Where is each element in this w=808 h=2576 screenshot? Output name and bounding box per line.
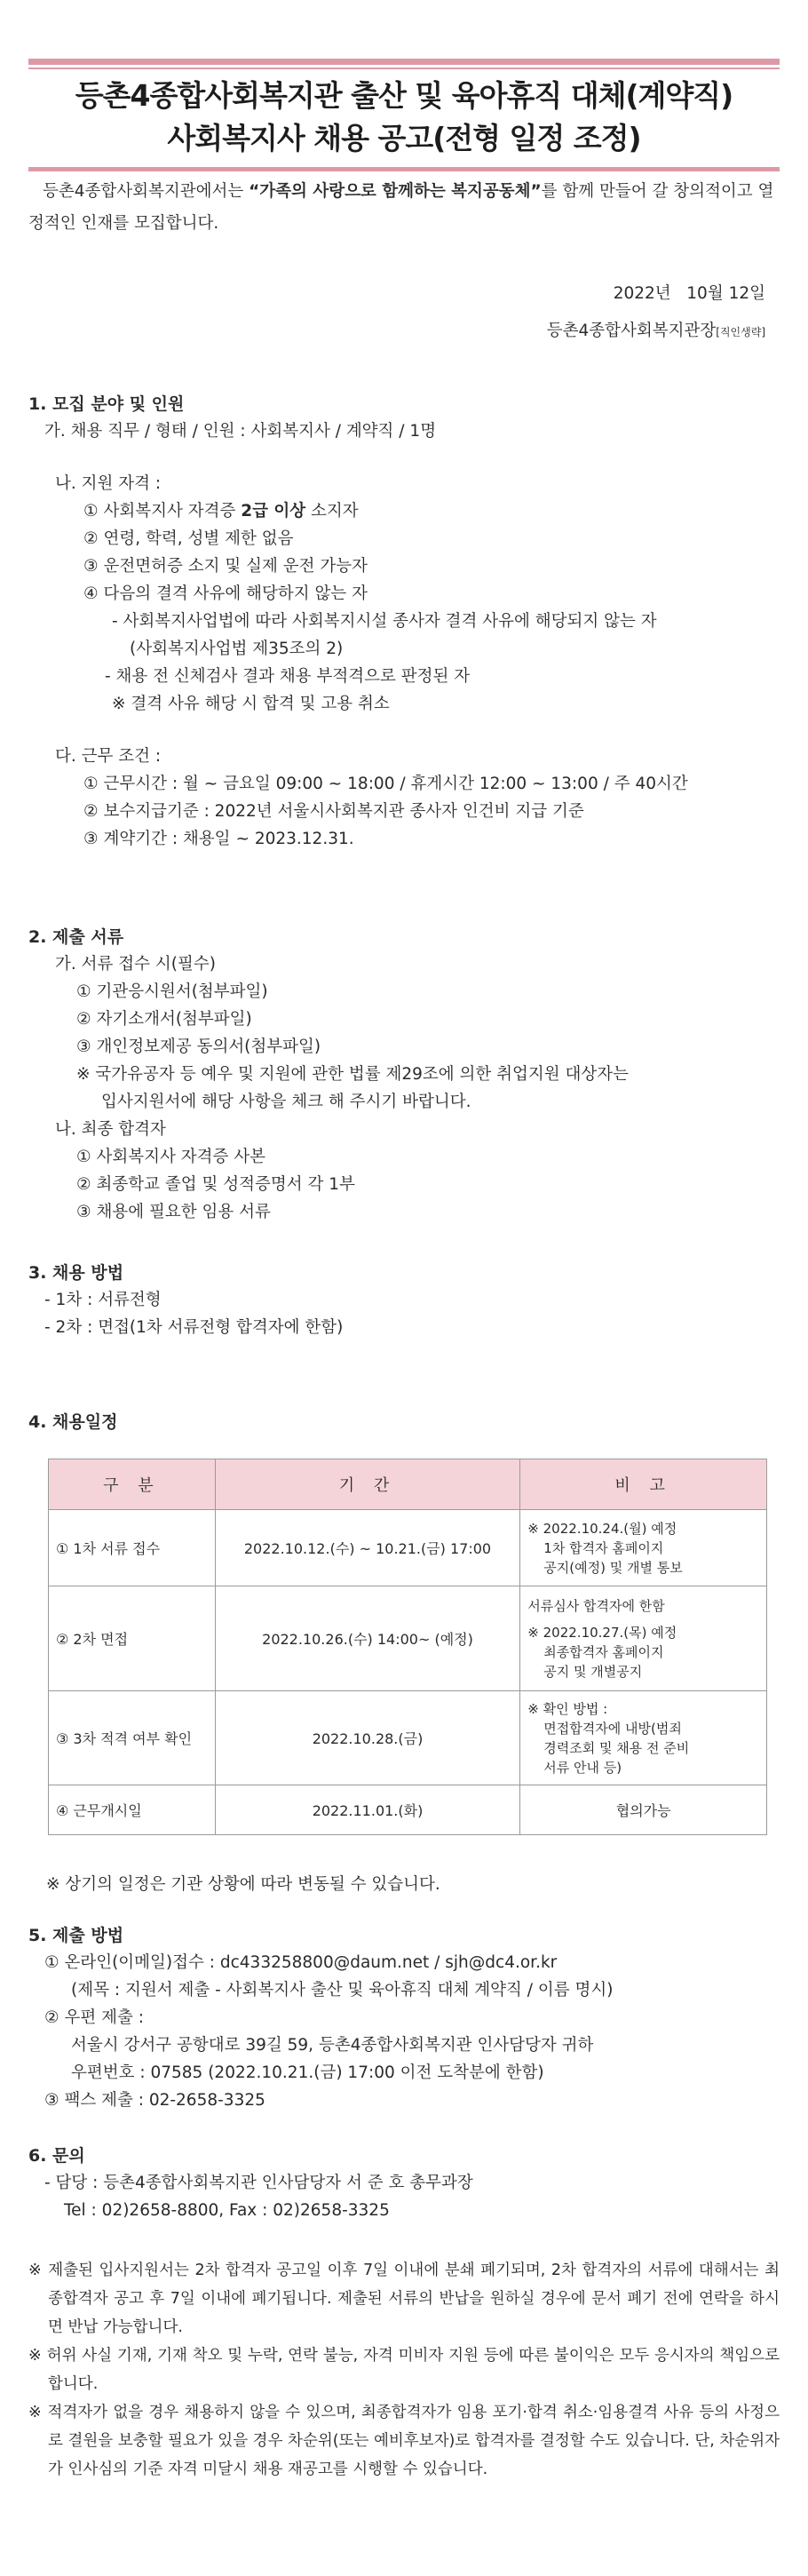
schedule-stage: ② 2차 면접: [49, 1586, 216, 1691]
section-1-na-label: 나. 지원 자격 :: [55, 474, 162, 493]
section-5-title: 5. 제출 방법: [28, 1926, 124, 1945]
schedule-note-line: 면접합격자에 내방(범죄: [543, 1720, 682, 1737]
section-documents: [28, 924, 780, 1226]
qualification-2: ② 연령, 학력, 성별 제한 없음: [83, 529, 294, 548]
qualification-1-post: 소지자: [305, 502, 359, 521]
table-row: [49, 1785, 767, 1835]
schedule-note-line: ※ 2022.10.27.(목) 예정: [527, 1624, 677, 1641]
section-6-title: 6. 문의: [28, 2146, 85, 2166]
signer: [547, 313, 765, 351]
final-document-2: ② 최종학교 졸업 및 성적증명서 각 1부: [76, 1175, 355, 1194]
intro-suffix: 를 함께 만들어 갈 창의적이고 열정적인 인재를 모집합니다.: [28, 182, 774, 233]
schedule-note-line: ※ 확인 방법 :: [527, 1700, 608, 1717]
schedule-note: [520, 1691, 767, 1785]
schedule-note-line: 1차 합격자 홈페이지: [543, 1539, 664, 1556]
schedule-table: [48, 1459, 767, 1835]
page-title-line-2: 사회복지사 채용 공고(전형 일정 조정): [167, 121, 641, 155]
schedule-period: 2022.10.26.(수) 14:00~ (예정): [215, 1586, 520, 1691]
section-3-title: 3. 채용 방법: [28, 1263, 124, 1283]
documents-na: 나. 최종 합격자: [55, 1120, 166, 1139]
note-2: ※ 허위 사실 기재, 기재 착오 및 누락, 연락 불능, 자격 미비자 지원 등에 따른 불이익은 모두 응시자의 책임으로 합니다.: [28, 2347, 780, 2393]
disqualification-2: - 채용 전 신체검사 결과 채용 부적격으로 판정된 자: [105, 667, 471, 686]
submission-post-address: 서울시 강서구 공항대로 39길 59, 등촌4종합사회복지관 인사담당자 귀하: [71, 2036, 594, 2055]
intro-prefix: 등촌4종합사회복지관에서는: [43, 182, 250, 201]
title-rule-bottom: [28, 167, 780, 171]
schedule-note-line: 서류심사 합격자에 한함: [527, 1597, 665, 1614]
work-condition-2: ② 보수지급기준 : 2022년 서울시사회복지관 종사자 인건비 지급 기준: [83, 802, 584, 821]
title-rule-top: [28, 59, 780, 65]
document-note-2: 입사지원서에 해당 사항을 체크 해 주시기 바랍니다.: [101, 1093, 471, 1111]
schedule-footnote: ※ 상기의 일정은 기관 상황에 따라 변동될 수 있습니다.: [46, 1875, 440, 1894]
section-recruitment-field: [28, 391, 780, 853]
section-4-title: 4. 채용일정: [28, 1412, 118, 1432]
contact-person: - 담당 : 등촌4종합사회복지관 인사담당자 서 준 호 총무과장: [44, 2174, 473, 2192]
section-submission: [28, 1922, 780, 2114]
schedule-note-line: ※ 2022.10.24.(월) 예정: [527, 1520, 677, 1537]
documents-ga: 가. 서류 접수 시(필수): [55, 955, 216, 974]
schedule-stage: ① 1차 서류 접수: [49, 1510, 216, 1586]
schedule-note: [520, 1586, 767, 1691]
work-condition-3: ③ 계약기간 : 채용일 ~ 2023.12.31.: [83, 830, 354, 848]
section-1-ga: 가. 채용 직무 / 형태 / 인원 : 사회복지사 / 계약직 / 1명: [44, 422, 437, 441]
title-rule-thin: [28, 68, 780, 69]
submission-post-code: 우편번호 : 07585 (2022.10.21.(금) 17:00 이전 도착분에 한함): [71, 2063, 544, 2082]
schedule-note: [520, 1510, 767, 1586]
schedule-note-line: 서류 안내 등): [543, 1759, 622, 1776]
seal-note: [직인생략]: [716, 326, 765, 338]
intro-paragraph: [28, 176, 780, 240]
notes-block: [28, 2256, 780, 2484]
disqualification-note: ※ 결격 사유 해당 시 합격 및 고용 취소: [112, 695, 390, 713]
contact-phone: Tel : 02)2658-8800, Fax : 02)2658-3325: [64, 2201, 390, 2220]
schedule-period: 2022.10.28.(금): [215, 1691, 520, 1785]
schedule-note-line: 공지 및 개별공지: [543, 1663, 643, 1680]
disqualification-1b: (사회복지사업법 제35조의 2): [130, 640, 344, 658]
table-row: [49, 1510, 767, 1586]
table-row: [49, 1586, 767, 1691]
schedule-header-period: 기 간: [215, 1459, 520, 1510]
method-2: - 2차 : 면접(1차 서류전형 합격자에 한함): [44, 1318, 344, 1337]
signer-name: 등촌4종합사회복지관장: [546, 322, 717, 340]
schedule-note-line: 경력조회 및 채용 전 준비: [543, 1739, 690, 1756]
schedule-note-line: 공지(예정) 및 개별 통보: [543, 1559, 683, 1576]
title-block: [28, 59, 780, 171]
document-3: ③ 개인정보제공 동의서(첨부파일): [76, 1038, 321, 1056]
section-2-title: 2. 제출 서류: [28, 927, 124, 947]
final-document-1: ① 사회복지사 자격증 사본: [76, 1148, 265, 1166]
schedule-period: 2022.11.01.(화): [215, 1785, 520, 1835]
section-hiring-method: [28, 1260, 780, 1341]
disqualification-1: - 사회복지사업법에 따라 사회복지시설 종사자 결격 사유에 해당되지 않는 자: [112, 612, 657, 631]
qualification-1-pre: ① 사회복지사 자격증: [83, 502, 242, 521]
section-1-title: 1. 모집 분야 및 인원: [28, 394, 185, 414]
schedule-note-line: 최종합격자 홈페이지: [543, 1643, 664, 1660]
schedule-header-note: 비 고: [520, 1459, 767, 1510]
date-signature-block: [547, 275, 765, 351]
submission-online-note: (제목 : 지원서 제출 - 사회복지사 출산 및 육아휴직 대체 계약직 / 이름 명시): [71, 1981, 614, 2000]
qualification-1-bold: 2급 이상: [241, 502, 306, 521]
schedule-stage: ③ 3차 적격 여부 확인: [49, 1691, 216, 1785]
note-1: ※ 제출된 입사지원서는 2차 합격자 공고일 이후 7일 이내에 분쇄 폐기되며, 2차 합격자의 서류에 대해서는 최종합격자 공고 후 7일 이내에 폐기됩니다. 제출된 서류의 반납을 원하실 경우에 문서 폐기 전에 연락을 하시면 반납 가능합니다.: [28, 2262, 780, 2336]
qualification-3: ③ 운전면허증 소지 및 실제 운전 가능자: [83, 557, 368, 576]
work-condition-1: ① 근무시간 : 월 ~ 금요일 09:00 ~ 18:00 / 휴게시간 12:00 ~ 13:00 / 주 40시간: [83, 775, 688, 793]
schedule-header-row: [49, 1459, 767, 1510]
method-1: - 1차 : 서류전형: [44, 1291, 162, 1309]
page-title-line-1: 등촌4종합사회복지관 출산 및 육아휴직 대체(계약직): [75, 78, 733, 113]
submission-online: ① 온라인(이메일)접수 : dc433258800@daum.net / sjh@dc4.or.kr: [44, 1953, 558, 1972]
table-row: [49, 1691, 767, 1785]
document-1: ① 기관응시원서(첨부파일): [76, 982, 268, 1001]
section-schedule: [28, 1409, 780, 1435]
note-3: ※ 적격자가 없을 경우 채용하지 않을 수 있으며, 최종합격자가 임용 포기·합격 취소·임용결격 사유 등의 사정으로 결원을 보충할 필요가 있을 경우 차순위(또는 예비후보자)로 합격자를 결정할 수도 있습니다. 단, 차순위자가 인사심의 기준 자격 미달시 채용 재공고를 시행할 수 있습니다.: [28, 2404, 780, 2478]
schedule-note: 협의가능: [520, 1785, 767, 1835]
final-document-3: ③ 채용에 필요한 임용 서류: [76, 1203, 271, 1221]
qualification-4: ④ 다음의 결격 사유에 해당하지 않는 자: [83, 584, 368, 603]
qualification-1: [28, 497, 780, 525]
submission-fax: ③ 팩스 제출 : 02-2658-3325: [44, 2091, 265, 2110]
schedule-header-stage: 구 분: [49, 1459, 216, 1510]
intro-motto: “가족의 사랑으로 함께하는 복지공동체”: [249, 182, 542, 201]
section-1-da-label: 다. 근무 조건 :: [55, 747, 162, 766]
schedule-period: 2022.10.12.(수) ~ 10.21.(금) 17:00: [215, 1510, 520, 1586]
document-note-1: ※ 국가유공자 등 예우 및 지원에 관한 법률 제29조에 의한 취업지원 대상자는: [76, 1065, 629, 1084]
section-contact: [28, 2143, 780, 2224]
schedule-stage: ④ 근무개시일: [49, 1785, 216, 1835]
document-2: ② 자기소개서(첨부파일): [76, 1010, 252, 1029]
notice-date: 2022년 10월 12일: [613, 284, 765, 303]
schedule-footnote-block: [28, 1871, 780, 1898]
submission-post: ② 우편 제출 :: [44, 2008, 144, 2027]
